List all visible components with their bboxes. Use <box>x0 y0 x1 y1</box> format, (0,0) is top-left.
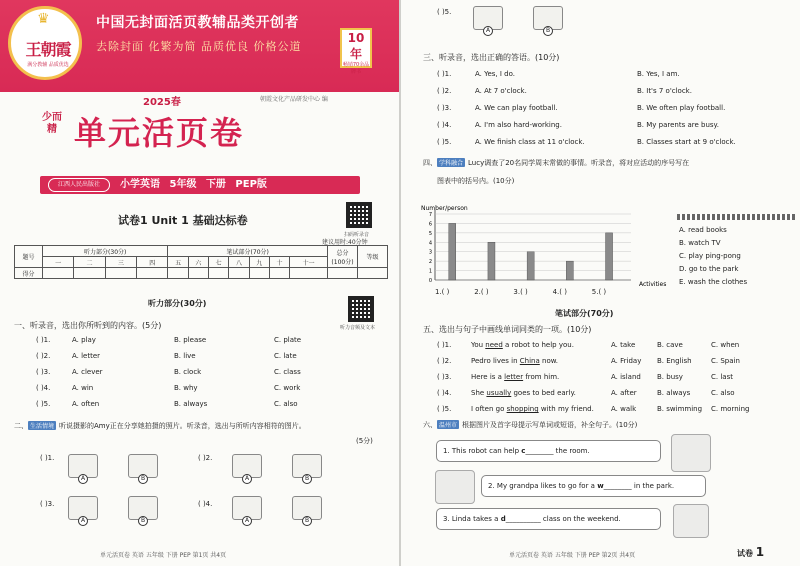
section-num: 十一 <box>290 257 328 268</box>
sentence-post: a robot to help you. <box>502 341 574 349</box>
badge-text: 畅销70余品牌书 <box>342 62 370 75</box>
page-indicator <box>737 545 764 559</box>
suggested-time: 建议用时:40分钟 <box>322 239 368 246</box>
sentence-3-blank[interactable]: __________ <box>505 515 541 523</box>
bar-3 <box>527 252 534 280</box>
section-num: 九 <box>249 257 269 268</box>
label-b: B <box>302 474 312 484</box>
label-a: A <box>78 516 88 526</box>
subject-info <box>120 177 267 193</box>
q2-option-a: A. letter <box>72 352 101 360</box>
sentence-3 <box>436 508 661 530</box>
section4-prefix: 四、 <box>423 159 437 167</box>
s3-q2-option-b: B. It's 7 o'clock. <box>637 87 692 95</box>
s5-q5-option-b: B. swimming <box>657 405 703 413</box>
q4-option-a: A. win <box>72 384 94 392</box>
crown-icon: ♛ <box>37 11 50 27</box>
pic-q2-number[interactable]: ( )2. <box>198 454 213 462</box>
total-label: 总分 <box>336 249 349 257</box>
section-num: 二 <box>74 257 105 268</box>
q2-option-c: C. late <box>274 352 297 360</box>
audio-qr-caption: 听力音频及文本 <box>340 325 376 331</box>
section-num: 七 <box>209 257 229 268</box>
q1-option-a: A. play <box>72 336 96 344</box>
col-header-listening: 听力部分(30分) <box>43 246 168 257</box>
qr-code-icon[interactable] <box>346 202 372 228</box>
section-num: 四 <box>137 257 168 268</box>
section2-title <box>14 421 306 431</box>
pencil-decoration <box>677 214 795 220</box>
bar-5 <box>606 233 613 280</box>
y-tick-label: 4 <box>428 240 432 247</box>
q1-option-c: C. plate <box>274 336 302 344</box>
score-cell[interactable] <box>249 268 269 279</box>
sentence-2 <box>481 475 706 497</box>
s5-q4-sentence <box>471 389 576 397</box>
q4-option-b: B. why <box>174 384 198 392</box>
score-row <box>15 268 388 279</box>
girl-dancing-illustration <box>673 504 709 538</box>
subject-bar <box>40 176 360 194</box>
edition-year: 2025春 <box>143 97 181 108</box>
s3-q3-option-b: B. We often play football. <box>637 104 726 112</box>
written-title: 笔试部分(70分) <box>555 309 614 318</box>
s5-q1-option-a: A. take <box>611 341 636 349</box>
section1-title: 一、听录音，选出你所听到的内容。(5分) <box>14 321 162 330</box>
sentence-pre: Here is a <box>471 373 505 381</box>
volume-label: 下册 <box>205 179 226 190</box>
sentence-pre: I often go <box>471 405 507 413</box>
y-tick-label: 0 <box>428 278 432 284</box>
q5-option-c: C. also <box>274 400 298 408</box>
slogan-main: 中国无封面活页教辅品类开创者 <box>96 15 299 31</box>
score-cell[interactable] <box>328 268 358 279</box>
sentence-2-pre: 2. My grandpa likes to go for a <box>488 482 598 490</box>
q2-number[interactable]: ( )2. <box>36 352 51 360</box>
section-num: 十 <box>269 257 289 268</box>
robot-cleaning-illustration <box>671 434 711 472</box>
s5-q5-option-c: C. morning <box>711 405 750 413</box>
logo-subtext: 满分教辅 品质优选 <box>27 62 69 68</box>
s5-q3-sentence <box>471 373 559 381</box>
legend-item-b: B. watch TV <box>679 239 721 247</box>
section4-title-cont: 图表中的括号内。(10分) <box>437 177 515 185</box>
test-title: 试卷1 Unit 1 基础达标卷 <box>118 214 248 227</box>
underlined-word: need <box>485 341 503 349</box>
section6-tag: 温州市 <box>439 422 458 429</box>
score-cell[interactable] <box>168 268 188 279</box>
page-tag: 试卷 <box>737 549 753 558</box>
s5-q1-option-b: B. cave <box>657 341 683 349</box>
q1-number[interactable]: ( )1. <box>36 336 51 344</box>
section2-text: 听说摄影的Amy正在分享她拍摄的照片。听录音，选出与所听内容相符的图片。 <box>59 422 306 430</box>
audio-qr-icon[interactable] <box>348 296 374 322</box>
s5-q2-sentence <box>471 357 558 365</box>
s3-q1-option-a: A. Yes, I do. <box>475 70 515 78</box>
score-cell[interactable] <box>105 268 136 279</box>
q4-option-c: C. work <box>274 384 301 392</box>
score-table <box>14 245 388 279</box>
section6-prefix: 六、 <box>423 421 437 429</box>
page-footer-2: 单元活页卷 英语 五年级 下册 PEP 第2页 共4页 <box>509 552 636 559</box>
section4-tag: 学科融合 <box>439 160 464 167</box>
slogan-sub: 去除封面 化繁为简 品质优良 价格公道 <box>96 40 302 53</box>
s5-q1-sentence <box>471 341 574 349</box>
badge-number: 10年 <box>347 31 365 61</box>
sentence-3-post: class on the weekend. <box>540 515 621 523</box>
sentence-1-post: the room. <box>553 447 590 455</box>
sentence-1-pre: 1. This robot can help <box>443 447 522 455</box>
s5-q2-option-c: C. Spain <box>711 357 740 365</box>
s5-q5-sentence <box>471 405 594 413</box>
chart-y-label: Number/person <box>421 205 468 212</box>
label-b: B <box>138 474 148 484</box>
score-label: 得分 <box>15 268 43 279</box>
sentence-1 <box>436 440 661 462</box>
brand-logo <box>8 6 82 80</box>
col-header-grade: 等级 <box>358 246 388 268</box>
category-label-1[interactable]: 1.( ) <box>435 288 450 296</box>
s3-q5-option-b: B. Classes start at 9 o'clock. <box>637 138 736 146</box>
s3-q1-option-b: B. Yes, I am. <box>637 70 680 78</box>
score-cell[interactable] <box>290 268 328 279</box>
activity-bar-chart <box>421 200 681 300</box>
section4-text: Lucy调查了20名同学周末常做的事情。听录音，将对应活动的序号写在 <box>468 159 690 167</box>
s5-q4-option-b: B. always <box>657 389 691 397</box>
pic-q3-number[interactable]: ( )3. <box>40 500 55 508</box>
sentence-2-letter: w <box>597 482 604 490</box>
underlined-word: shopping <box>506 405 539 413</box>
sentence-2-post: in the park. <box>631 482 675 490</box>
underlined-word: China <box>519 357 540 365</box>
section-num: 五 <box>168 257 188 268</box>
sentence-2-blank[interactable]: ________ <box>603 482 632 490</box>
label-b: B <box>138 516 148 526</box>
editor-credit: 朝霞文化产品研发中心 编 <box>260 96 328 103</box>
section3-title: 三、听录音，选出正确的答语。(10分) <box>423 53 560 62</box>
s5-q2-option-a: A. Friday <box>611 357 642 365</box>
sentence-pre: You <box>471 341 486 349</box>
s3-q5-option-a: A. We finish class at 11 o'clock. <box>475 138 585 146</box>
listening-title: 听力部分(30分) <box>148 299 207 308</box>
qr-caption: 扫码听录音 <box>344 232 370 238</box>
s5-q1-number[interactable]: ( )1. <box>437 341 452 349</box>
sentence-3-pre: 3. Linda takes a <box>443 515 501 523</box>
q3-option-a: A. clever <box>72 368 103 376</box>
pic-q1-number[interactable]: ( )1. <box>40 454 55 462</box>
label-a: A <box>483 26 493 36</box>
q5-option-a: A. often <box>72 400 100 408</box>
section-num: 六 <box>188 257 208 268</box>
score-cell[interactable] <box>74 268 105 279</box>
section4-title <box>423 158 689 168</box>
sentence-post: now. <box>539 357 559 365</box>
s3-q2-option-a: A. At 7 o'clock. <box>475 87 527 95</box>
bar-1 <box>449 223 456 280</box>
s5-q3-option-a: A. island <box>611 373 641 381</box>
s5-q3-number[interactable]: ( )3. <box>437 373 452 381</box>
bar-2 <box>488 242 495 280</box>
y-tick-label: 3 <box>428 249 432 256</box>
sentence-1-letter: c <box>521 447 526 455</box>
section6-title <box>423 420 637 430</box>
score-cell[interactable] <box>188 268 208 279</box>
s5-q2-option-b: B. English <box>657 357 692 365</box>
col-header-total <box>328 246 358 268</box>
category-label-4[interactable]: 4.( ) <box>552 288 567 296</box>
total-sub: (100分) <box>331 258 354 266</box>
q4-number[interactable]: ( )4. <box>36 384 51 392</box>
s5-q4-option-a: A. after <box>611 389 637 397</box>
pic-q5-number[interactable]: ( )5. <box>437 8 452 16</box>
pic-q4-number[interactable]: ( )4. <box>198 500 213 508</box>
section-num: 八 <box>229 257 249 268</box>
s5-q2-number[interactable]: ( )2. <box>437 357 452 365</box>
category-label-2[interactable]: 2.( ) <box>474 288 489 296</box>
category-label-3[interactable]: 3.( ) <box>513 288 528 296</box>
label-a: A <box>78 474 88 484</box>
underlined-word: letter <box>504 373 524 381</box>
sentence-post: goes to bed early. <box>511 389 576 397</box>
publisher-chip: 江西人民出版社 <box>48 178 110 192</box>
score-cell[interactable] <box>358 268 388 279</box>
legend-item-a: A. read books <box>679 226 727 234</box>
right-page <box>401 0 800 566</box>
sentence-post: from him. <box>523 373 560 381</box>
section-num: 一 <box>43 257 74 268</box>
score-cell[interactable] <box>137 268 168 279</box>
s5-q4-number[interactable]: ( )4. <box>437 389 452 397</box>
q5-option-b: B. always <box>174 400 208 408</box>
label-b: B <box>302 516 312 526</box>
score-cell[interactable] <box>43 268 74 279</box>
s5-q4-option-c: C. also <box>711 389 735 397</box>
section2-prefix: 二、 <box>14 422 28 430</box>
score-cell[interactable] <box>229 268 249 279</box>
col-header-number: 题号 <box>15 246 43 268</box>
s3-q4-option-b: B. My parents are busy. <box>637 121 719 129</box>
y-tick-label: 6 <box>428 221 432 228</box>
col-header-written: 笔试部分(70分) <box>168 246 328 257</box>
q3-number[interactable]: ( )3. <box>36 368 51 376</box>
score-cell[interactable] <box>269 268 289 279</box>
section-num: 三 <box>105 257 136 268</box>
subject-label: 小学英语 <box>120 179 160 190</box>
section5-title: 五、选出与句子中画线单词同类的一项。(10分) <box>423 325 592 334</box>
q3-option-b: B. clock <box>174 368 202 376</box>
section2-points: (5分) <box>356 437 373 445</box>
s3-q3-option-a: A. We can play football. <box>475 104 558 112</box>
sentence-pre: Pedro lives in <box>471 357 520 365</box>
s5-q5-number[interactable]: ( )5. <box>437 405 452 413</box>
s5-q1-option-c: C. when <box>711 341 740 349</box>
s5-q3-option-b: B. busy <box>657 373 683 381</box>
page-footer-1: 单元活页卷 英语 五年级 下册 PEP 第1页 共4页 <box>100 552 227 559</box>
section6-text: 根据图片及首字母提示写单词或短语，补全句子。(10分) <box>462 421 638 429</box>
s3-q2-number[interactable]: ( )2. <box>437 87 452 95</box>
s3-q3-number[interactable]: ( )3. <box>437 104 452 112</box>
page-number: 1 <box>755 545 765 559</box>
bar-4 <box>566 261 573 280</box>
y-tick-label: 1 <box>428 268 432 275</box>
brand-banner <box>0 0 399 92</box>
label-a: A <box>242 516 252 526</box>
logo-text: 王朝霞 <box>25 40 71 59</box>
y-tick-label: 5 <box>428 230 432 237</box>
y-tick-label: 7 <box>428 212 432 218</box>
category-label-5[interactable]: 5.( ) <box>591 288 607 296</box>
sentence-pre: She <box>471 389 487 397</box>
score-cell[interactable] <box>209 268 229 279</box>
label-a: A <box>242 474 252 484</box>
s5-q3-option-c: C. last <box>711 373 733 381</box>
sentence-post: with my friend. <box>538 405 594 413</box>
legend-item-d: D. go to the park <box>679 265 739 273</box>
section2-tag: 生活情境 <box>30 423 55 430</box>
sentence-3-letter: d <box>500 515 506 523</box>
q1-option-b: B. please <box>174 336 207 344</box>
grade-label: 5年级 <box>169 179 197 190</box>
ten-year-badge <box>340 28 372 75</box>
edition-label: PEP版 <box>235 179 267 190</box>
y-tick-label: 2 <box>428 259 432 266</box>
q2-option-b: B. live <box>174 352 196 360</box>
legend-item-c: C. play ping-pong <box>679 252 741 260</box>
sentence-1-blank[interactable]: ________ <box>525 447 554 455</box>
small-elite-label: 少而精 <box>42 112 62 135</box>
underlined-word: usually <box>486 389 512 397</box>
legend-item-e: E. wash the clothes <box>679 278 748 286</box>
q3-option-c: C. class <box>274 368 301 376</box>
grandpa-walking-illustration <box>435 470 475 504</box>
s3-q1-number[interactable]: ( )1. <box>437 70 452 78</box>
s3-q5-number[interactable]: ( )5. <box>437 138 452 146</box>
left-page <box>0 0 399 566</box>
chart-x-label: Activities <box>639 281 667 288</box>
q5-number[interactable]: ( )5. <box>36 400 51 408</box>
s3-q4-option-a: A. I'm also hard-working. <box>475 121 562 129</box>
s3-q4-number[interactable]: ( )4. <box>437 121 452 129</box>
s5-q5-option-a: A. walk <box>611 405 637 413</box>
book-title: 单元活页卷 <box>74 114 245 152</box>
label-b: B <box>543 26 553 36</box>
